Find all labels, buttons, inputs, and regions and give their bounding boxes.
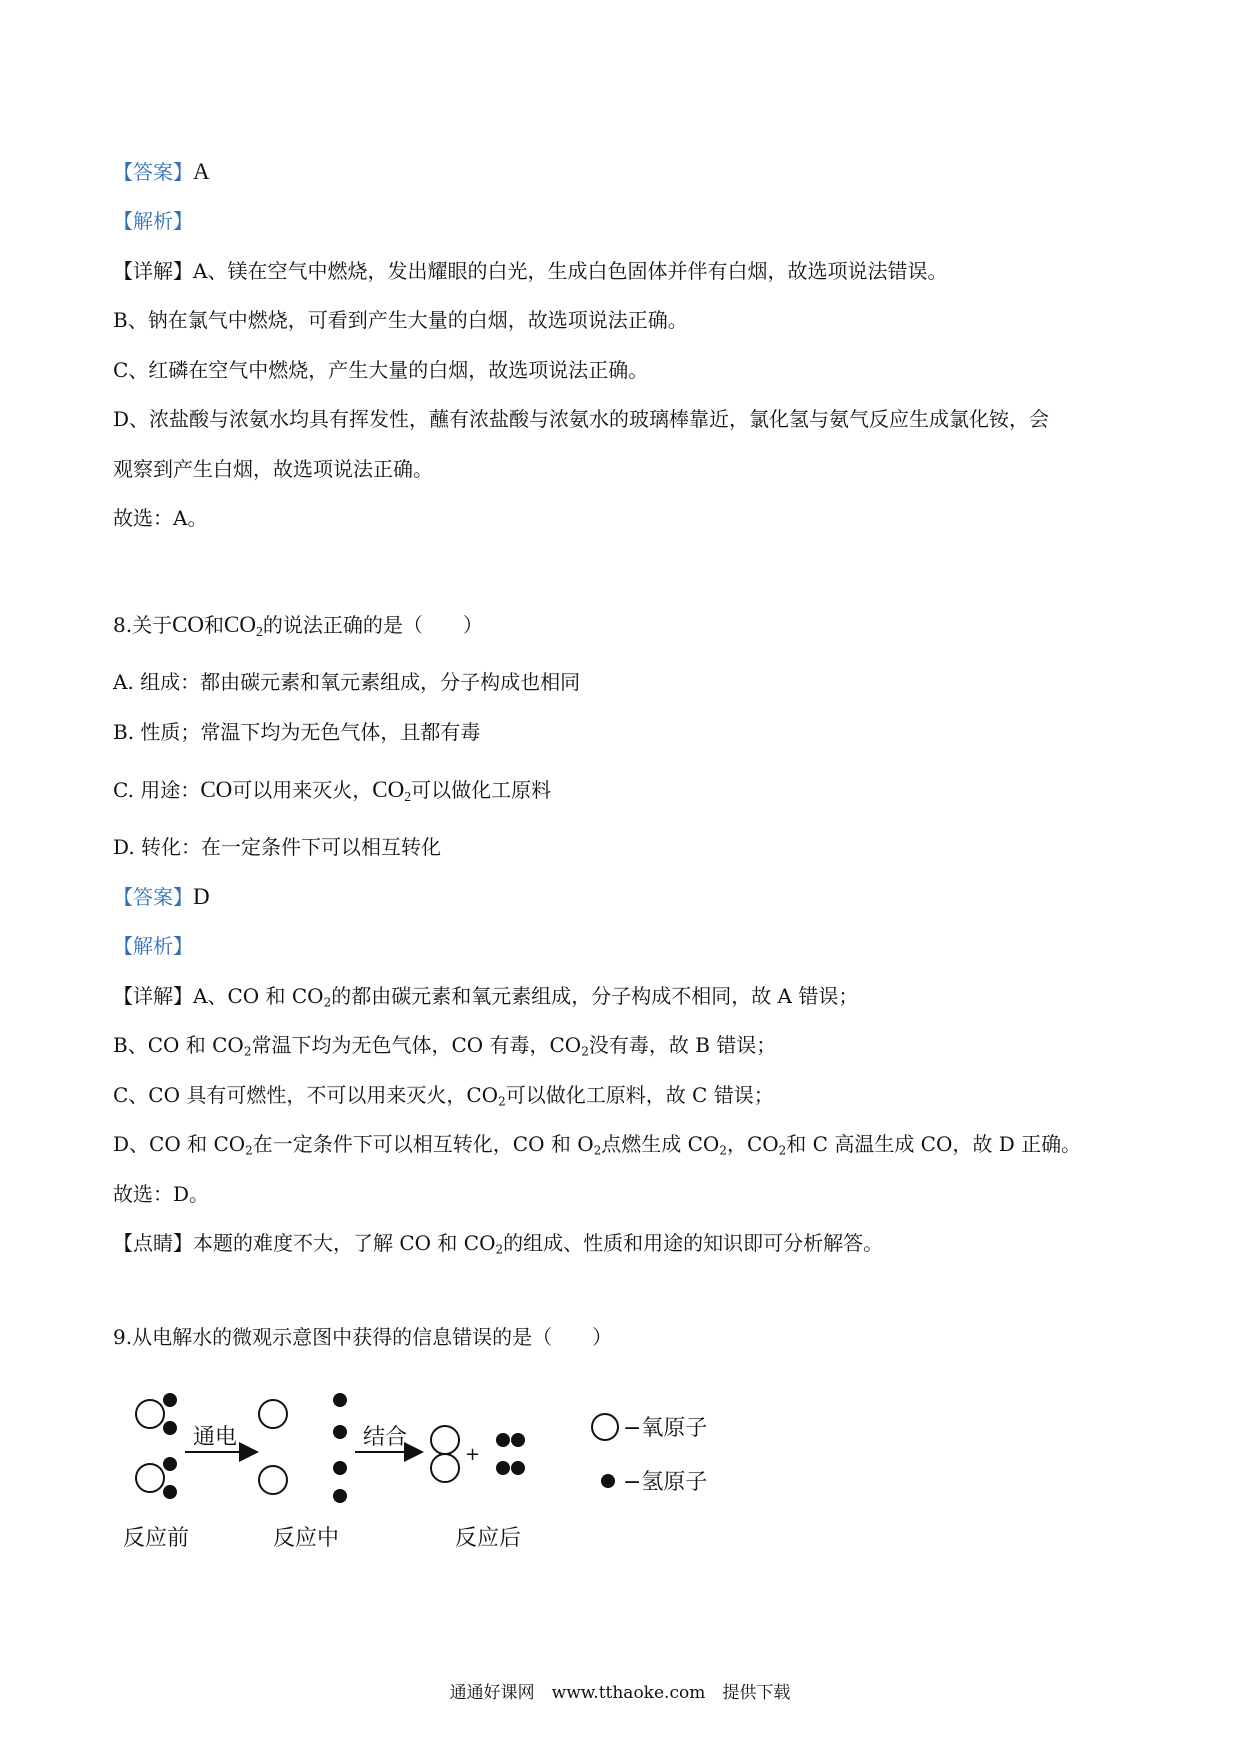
detail-c-7: C、红磷在空气中燃烧，产生大量的白烟，故选项说法正确。 — [113, 358, 649, 382]
detail-d2-7: 观察到产生白烟，故选项说法正确。 — [113, 457, 433, 481]
arrow1-label: 通电 — [193, 1425, 238, 1450]
plus-sign: + — [465, 1444, 481, 1465]
answer-value: A — [193, 159, 210, 184]
detail-d-8: D、CO 和 $CO_2$在一定条件下可以相互转化，CO 和 $O_2$点燃生成 $CO_2$，$CO_2$和 C 高温生成 CO，故 D 正确。 — [113, 1132, 1082, 1158]
option-a: A. 组成：都由碳元素和氧元素组成，分子构成也相同 — [113, 670, 581, 694]
co-formula: CO — [200, 777, 233, 802]
oxygen-molecule — [431, 1426, 459, 1482]
water-molecule — [136, 1464, 164, 1492]
co-formula: CO — [172, 612, 205, 637]
option-c-mid: 可以用来灭火， — [232, 778, 373, 802]
option-b: B. 性质；常温下均为无色气体，且都有毒 — [113, 720, 481, 744]
answer-line-7 — [113, 158, 210, 186]
water-molecule — [136, 1400, 164, 1428]
stem-pre: 8.关于 — [113, 613, 173, 637]
analysis-tag: 【解析】 — [113, 209, 193, 233]
arrow2-label: 结合 — [363, 1425, 408, 1450]
detail-tag: 【详解】 — [113, 984, 193, 1008]
detail-c-8: C、CO 具有可燃性，不可以用来灭火，$CO_2$可以做化工原料，故 C 错误； — [113, 1083, 774, 1109]
hydrogen-molecules — [496, 1433, 525, 1475]
detail-d1-7: D、浓盐酸与浓氨水均具有挥发性，蘸有浓盐酸与浓氨水的玻璃棒靠近，氯化氢与氨气反应生成氯化铵，会 — [113, 407, 1050, 431]
label-after: 反应后 — [455, 1526, 522, 1551]
analysis-tag: 【解析】 — [113, 934, 193, 958]
detail-tag: 【详解】 — [113, 259, 193, 283]
legend-hydrogen: −氢原子 — [623, 1470, 708, 1495]
detail-b-7: B、钠在氯气中燃烧，可看到产生大量的白烟，故选项说法正确。 — [113, 308, 688, 332]
detail-text: A、镁在空气中燃烧，发出耀眼的白光，生成白色固体并伴有白烟，故选项说法错误。 — [193, 259, 948, 283]
tip-8: 【点睛】本题的难度不大，了解 CO 和 $CO_2$的组成、性质和用途的知识即可分析解答。 — [113, 1231, 884, 1257]
question-8-stem — [113, 611, 483, 639]
answer-tag: 【答案】 — [113, 160, 193, 184]
option-c — [113, 776, 551, 804]
label-during: 反应中 — [273, 1526, 340, 1551]
answer-line-8 — [113, 883, 210, 911]
detail-a-8: 【详解】A、CO 和 $CO_2$的都由碳元素和氧元素组成，分子构成不相同，故 A 错误； — [113, 984, 859, 1010]
answer-tag: 【答案】 — [113, 885, 193, 909]
option-c-pre: C. 用途： — [113, 778, 201, 802]
co2-formula: $CO_2$ — [372, 777, 412, 805]
choice-8: 故选：D。 — [113, 1182, 210, 1206]
tip-tag: 【点睛】 — [113, 1231, 193, 1255]
answer-value: D — [193, 884, 210, 909]
detail-b-8: B、CO 和 $CO_2$常温下均为无色气体，CO 有毒，$CO_2$没有毒，故 B 错误； — [113, 1033, 777, 1059]
stem-post: 的说法正确的是（ ） — [262, 613, 483, 637]
legend-oxygen: −氧原子 — [623, 1416, 708, 1441]
oxygen-legend-icon — [592, 1414, 618, 1440]
electrolysis-diagram — [115, 1382, 735, 1567]
question-9-stem: 9.从电解水的微观示意图中获得的信息错误的是（ ） — [113, 1325, 613, 1349]
detail-a-7 — [113, 257, 947, 285]
option-c-post: 可以做化工原料 — [411, 778, 552, 802]
choice-7: 故选：A。 — [113, 506, 208, 530]
co2-formula: $CO_2$ — [224, 612, 263, 640]
hydrogen-legend-icon — [601, 1474, 615, 1488]
label-before: 反应前 — [123, 1526, 190, 1551]
stem-and: 和 — [204, 613, 225, 637]
page-footer: 通通好课网 www.tthaoke.com 提供下载 — [449, 1683, 791, 1703]
option-d: D. 转化：在一定条件下可以相互转化 — [113, 835, 442, 859]
